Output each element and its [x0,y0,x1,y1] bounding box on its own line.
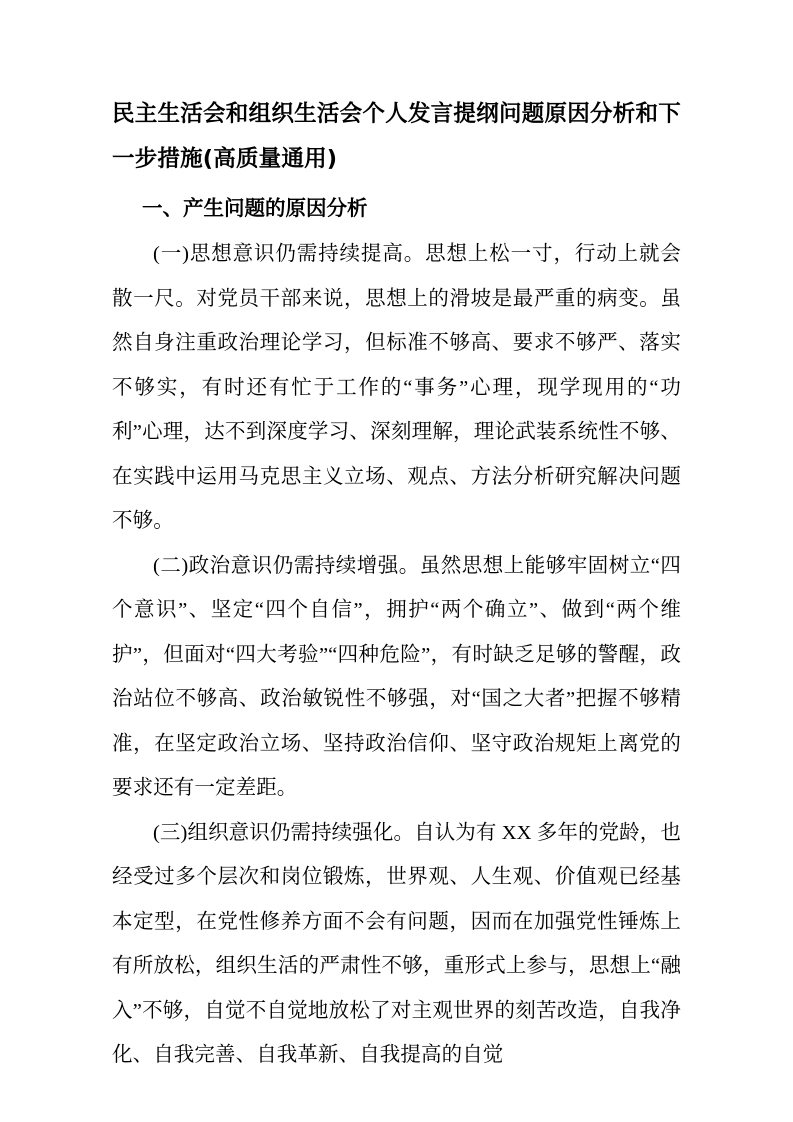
section-heading-causes: 一、产生问题的原因分析 [142,196,368,220]
paragraph-one: (一)思想意识仍需持续提高。思想上松一寸，行动上就会散一尺。对党员干部来说，思想上的滑坡是最严重的病变。虽然自身注重政治理论学习，但标准不够高、要求不够严、落实不够实，有时还有忙于工作的“事务”心理，现学现用的“功利”心理，达不到深度学习、深刻理解，理论武装系统性不够、在实践中运用马克思主义立场、观点、方法分析研究解决问题不够。 [112,243,681,532]
paragraph-two: (二)政治意识仍需持续增强。虽然思想上能够牢固树立“四个意识”、坚定“四个自信”，拥护“两个确立”、做到“两个维护”，但面对“四大考验”“四种危险”，有时缺乏足够的警醒，政治站位不够高、政治敏锐性不够强，对“国之大者”把握不够精准，在坚定政治立场、坚持政治信仰、坚守政治规矩上离党的要求还有一定差距。 [112,554,681,799]
page-title: 民主生活会和组织生活会个人发言提纲问题原因分析和下一步措施(高质量通用) [112,101,681,172]
paragraph-three: (三)组织意识仍需持续强化。自认为有 XX 多年的党龄，也经受过多个层次和岗位锻炼，世界观、人生观、价值观已经基本定型，在党性修养方面不会有问题，因而在加强党性锤炼上有所放松，组织生活的严肃性不够，重形式上参与，思想上“融入”不够，自觉不自觉地放松了对主观世界的刻苦改造，自我净化、自我完善、自我革新、自我提高的自觉 [112,821,681,1066]
